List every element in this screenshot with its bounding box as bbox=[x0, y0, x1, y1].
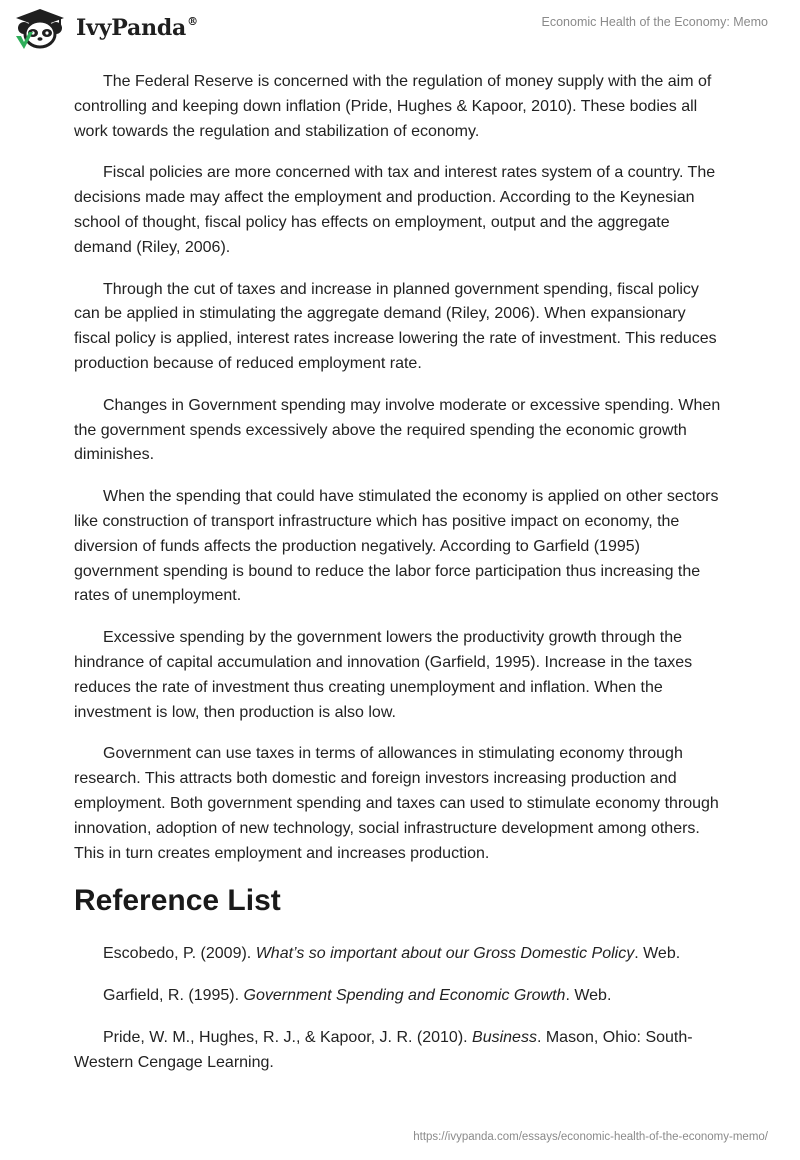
source-url[interactable]: https://ivypanda.com/essays/economic-health-of-the-economy-memo/ bbox=[413, 1131, 768, 1143]
paragraph: Through the cut of taxes and increase in planned government spending, fiscal policy can be applied in stimulating the aggregate demand (Riley, 2006). When expansionary fiscal policy is applied, interest rates increase lowering the rate of investment. This reduces production because of reduced employment rate. bbox=[74, 280, 717, 372]
paragraph: Government can use taxes in terms of allowances in stimulating economy through research. This attracts both domestic and foreign investors increasing production and employment. Both government spending and taxes can used to stimulate economy through innovation, adoption of new technology, social infrastructure development among others. This in turn creates employment and increases production. bbox=[74, 745, 719, 862]
paragraph: Fiscal policies are more concerned with tax and interest rates system of a country. The decisions made may affect the employment and production. According to the Keynesian school of thought, fiscal policy has effects on employment, output and the aggregate demand (Riley, 2006). bbox=[74, 164, 716, 256]
page-header bbox=[0, 0, 800, 62]
document-title: Economic Health of the Economy: Memo bbox=[541, 15, 768, 29]
paragraph: Changes in Government spending may involve moderate or excessive spending. When the government spends excessively above the required spending the economic growth diminishes. bbox=[74, 396, 721, 464]
paragraph: Excessive spending by the government lowers the productivity growth through the hindrance of capital accumulation and innovation (Garfield, 1995). Increase in the taxes reduces the rate of investment thus creating unemployment and inflation. When the investment is low, then production is also low. bbox=[74, 629, 693, 721]
paragraph: The Federal Reserve is concerned with the regulation of money supply with the aim of controlling and keeping down inflation (Pride, Hughes & Kapoor, 2010). These bodies all work towards the regulation and stabilization of economy. bbox=[74, 73, 712, 140]
essay-content bbox=[74, 70, 726, 1093]
reference-item: Garfield, R. (1995). Government Spending and Economic Growth. Web. bbox=[103, 987, 612, 1005]
reference-title: Government Spending and Economic Growth bbox=[243, 987, 566, 1005]
paragraph: When the spending that could have stimulated the economy is applied on other sectors like construction of transport infrastructure which has positive impact on economy, the diversion of funds affects the production negatively. According to Garfield (1995) government spending is bound to reduce the labor force participation thus increasing the rates of unemployment. bbox=[74, 488, 719, 605]
reference-list-heading: Reference List bbox=[74, 884, 281, 918]
panda-graduate-icon bbox=[12, 6, 70, 50]
reference-item: Escobedo, P. (2009). What’s so important about our Gross Domestic Policy. Web. bbox=[103, 945, 681, 963]
reference-item: Pride, W. M., Hughes, R. J., & Kapoor, J. R. (2010). Business. Mason, Ohio: South-Western Cengage Learning. bbox=[74, 1028, 693, 1071]
ivypanda-logo[interactable] bbox=[12, 6, 198, 50]
reference-title: What’s so important about our Gross Domestic Policy bbox=[255, 945, 635, 963]
reference-title: Business bbox=[472, 1028, 537, 1046]
brand-name: IvyPanda® bbox=[76, 15, 198, 41]
